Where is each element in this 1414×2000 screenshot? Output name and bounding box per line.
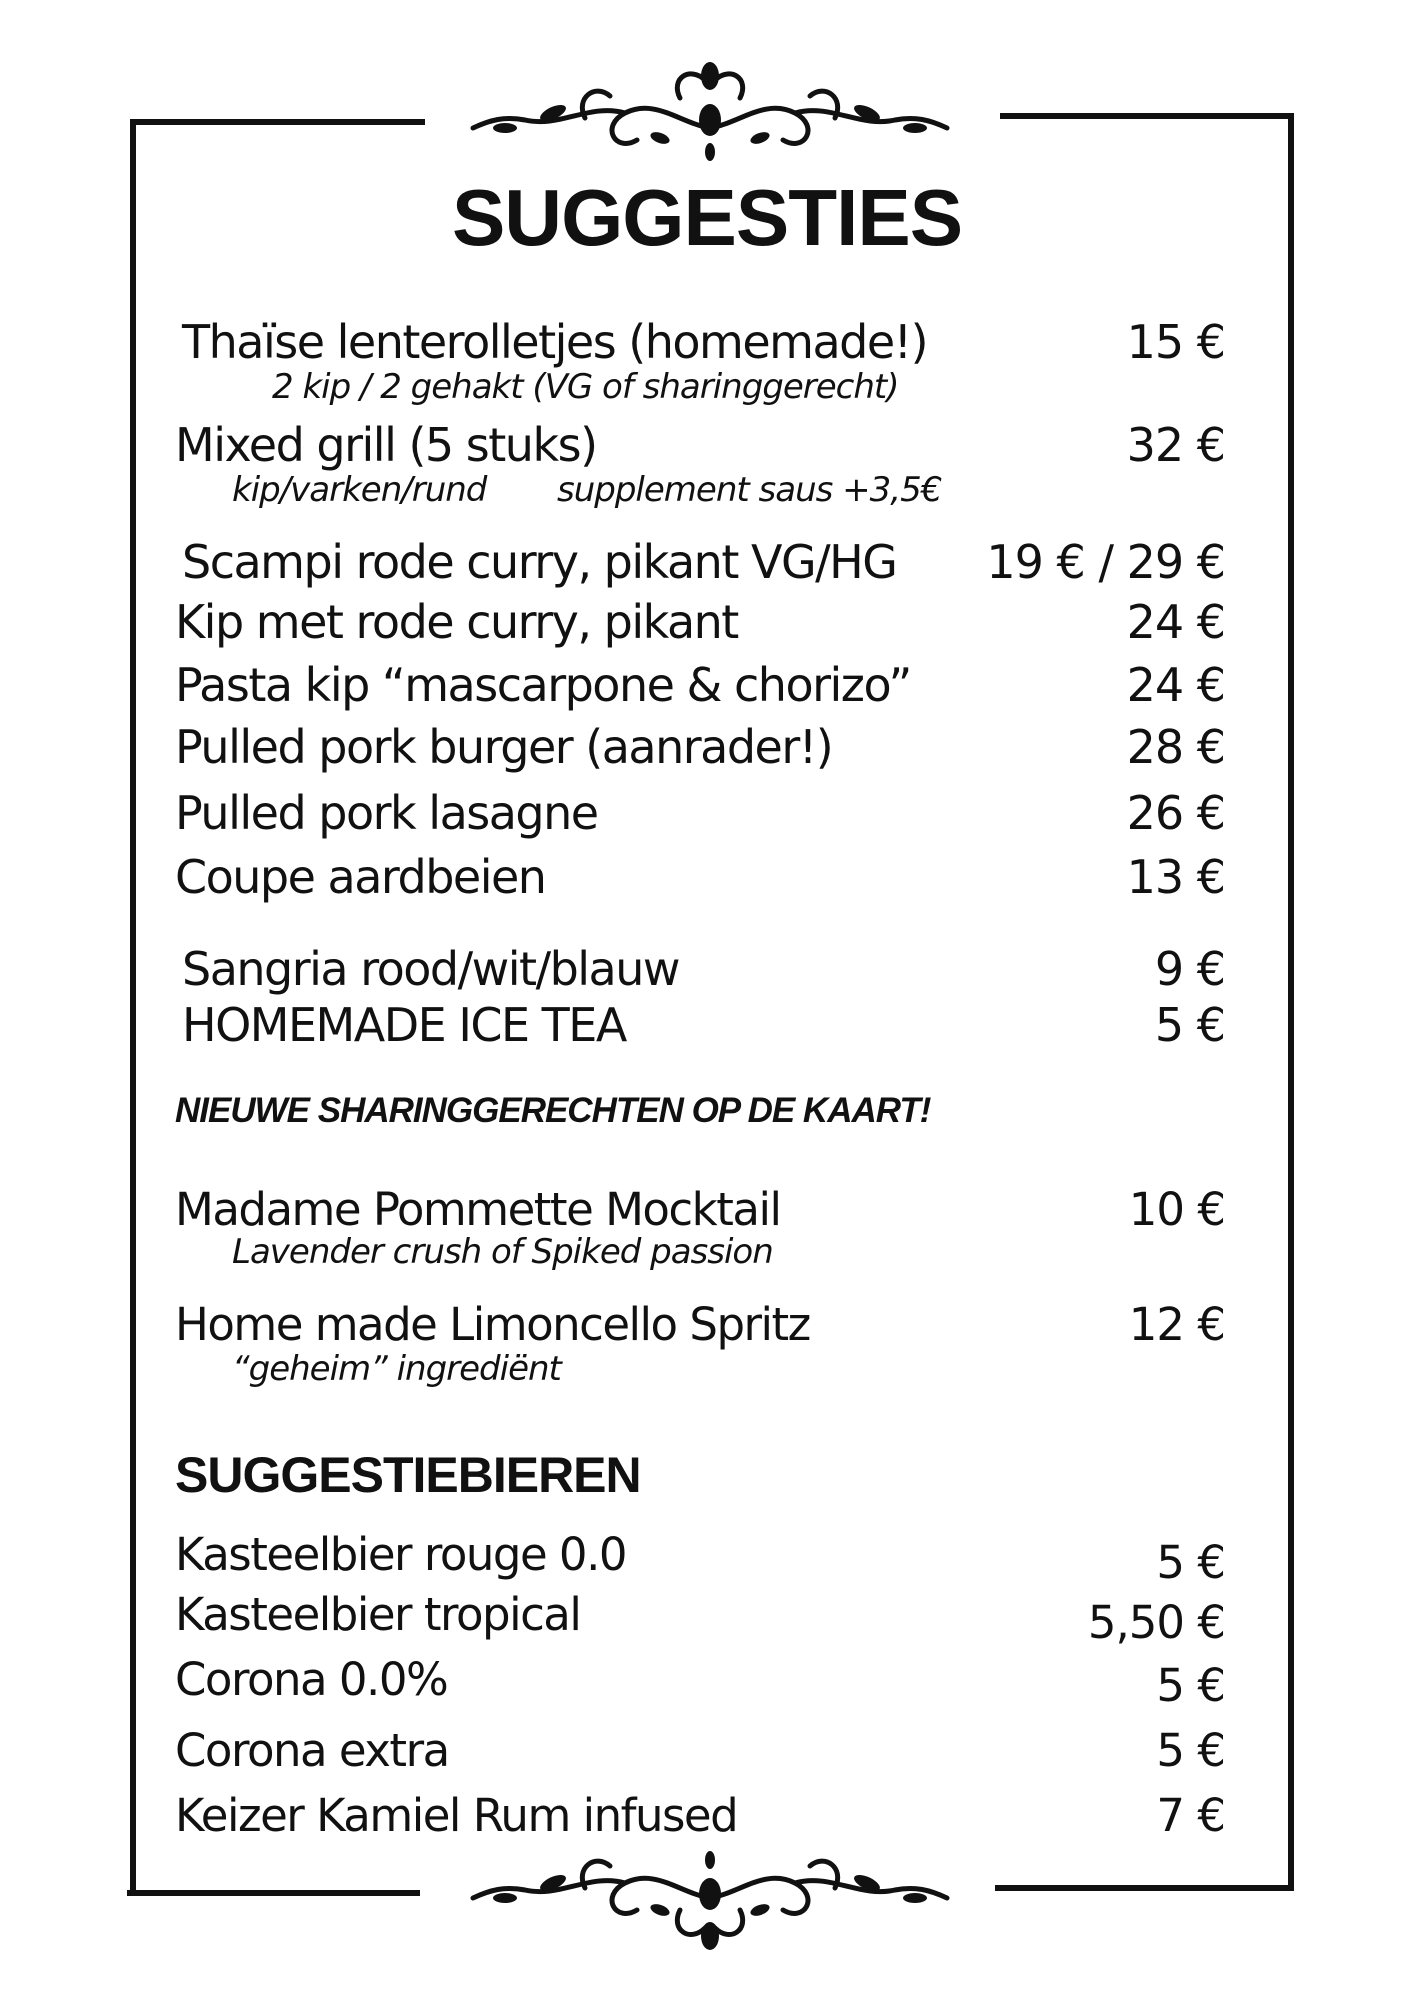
menu-item bbox=[175, 408, 1225, 472]
item-price: 5 € bbox=[1154, 998, 1225, 1052]
menu-item bbox=[175, 1778, 1225, 1842]
menu-item bbox=[175, 648, 1225, 712]
item-name: Kasteelbier tropical bbox=[175, 1588, 581, 1641]
item-price: 13 € bbox=[1126, 850, 1225, 904]
page-title: SUGGESTIES bbox=[451, 173, 963, 262]
beers-heading: SUGGESTIEBIEREN bbox=[175, 1447, 641, 1503]
item-price: 5 € bbox=[1156, 1724, 1225, 1777]
item-name: Corona extra bbox=[175, 1724, 449, 1777]
menu-item bbox=[182, 932, 1225, 996]
item-name: Kasteelbier rouge 0.0 bbox=[175, 1528, 626, 1581]
menu-item bbox=[175, 1525, 1225, 1589]
menu-item bbox=[182, 988, 1225, 1052]
frame-bottom-right bbox=[995, 1885, 1294, 1891]
new-items-notice: NIEUWE SHARINGGERECHTEN OP DE KAART! bbox=[175, 1091, 931, 1130]
item-note: 2 kip / 2 gehakt (VG of sharinggerecht) bbox=[272, 367, 899, 407]
frame-top-left bbox=[130, 119, 425, 125]
item-name: Madame Pommette Mocktail bbox=[175, 1183, 781, 1236]
item-price: 12 € bbox=[1128, 1298, 1225, 1351]
item-price: 24 € bbox=[1126, 595, 1225, 649]
frame-top-right bbox=[1000, 113, 1294, 119]
item-price: 7 € bbox=[1156, 1789, 1225, 1842]
menu-item bbox=[175, 840, 1225, 904]
item-name: Corona 0.0% bbox=[175, 1653, 448, 1706]
menu-item bbox=[182, 525, 1225, 589]
item-price: 5 € bbox=[1156, 1536, 1225, 1589]
item-note: Lavender crush of Spiked passion bbox=[232, 1232, 773, 1272]
frame-bottom-left bbox=[127, 1890, 420, 1896]
item-price: 10 € bbox=[1128, 1183, 1225, 1236]
menu-item bbox=[175, 776, 1225, 840]
frame-left bbox=[130, 119, 136, 1896]
item-name: Sangria rood/wit/blauw bbox=[182, 942, 680, 996]
menu-item bbox=[175, 1648, 1225, 1712]
item-name: Mixed grill (5 stuks) bbox=[175, 418, 597, 472]
item-name: Thaïse lenterolletjes (homemade!) bbox=[182, 315, 928, 369]
item-name: Scampi rode curry, pikant VG/HG bbox=[182, 535, 897, 589]
item-name: Pulled pork lasagne bbox=[175, 786, 598, 840]
item-note: kip/varken/rund bbox=[232, 470, 487, 510]
item-name: Pulled pork burger (aanrader!) bbox=[175, 720, 833, 774]
flourish-ornament-bottom bbox=[465, 1848, 955, 1953]
item-name: Keizer Kamiel Rum infused bbox=[175, 1789, 738, 1842]
item-name: Home made Limoncello Spritz bbox=[175, 1298, 810, 1351]
item-price: 19 € / 29 € bbox=[986, 535, 1225, 589]
menu-item bbox=[175, 1713, 1225, 1777]
menu-item bbox=[175, 1172, 1225, 1236]
item-note-supplement: supplement saus +3,5€ bbox=[557, 470, 942, 510]
item-price: 32 € bbox=[1126, 418, 1225, 472]
menu-item bbox=[175, 710, 1225, 774]
menu-item bbox=[182, 305, 1225, 369]
flourish-ornament-top bbox=[465, 58, 955, 163]
item-note: “geheim” ingrediënt bbox=[232, 1349, 561, 1389]
item-price: 28 € bbox=[1126, 720, 1225, 774]
item-name: HOMEMADE ICE TEA bbox=[182, 998, 626, 1052]
item-price: 24 € bbox=[1126, 658, 1225, 712]
item-price: 5,50 € bbox=[1087, 1596, 1225, 1649]
item-name: Coupe aardbeien bbox=[175, 850, 546, 904]
menu-item bbox=[175, 585, 1225, 649]
item-name: Pasta kip “mascarpone & chorizo” bbox=[175, 658, 911, 712]
menu-item bbox=[175, 1287, 1225, 1351]
item-price: 5 € bbox=[1156, 1659, 1225, 1712]
item-name: Kip met rode curry, pikant bbox=[175, 595, 738, 649]
item-price: 15 € bbox=[1126, 315, 1225, 369]
menu-item bbox=[175, 1585, 1225, 1649]
item-price: 9 € bbox=[1154, 942, 1225, 996]
item-price: 26 € bbox=[1126, 786, 1225, 840]
frame-right bbox=[1288, 113, 1294, 1890]
